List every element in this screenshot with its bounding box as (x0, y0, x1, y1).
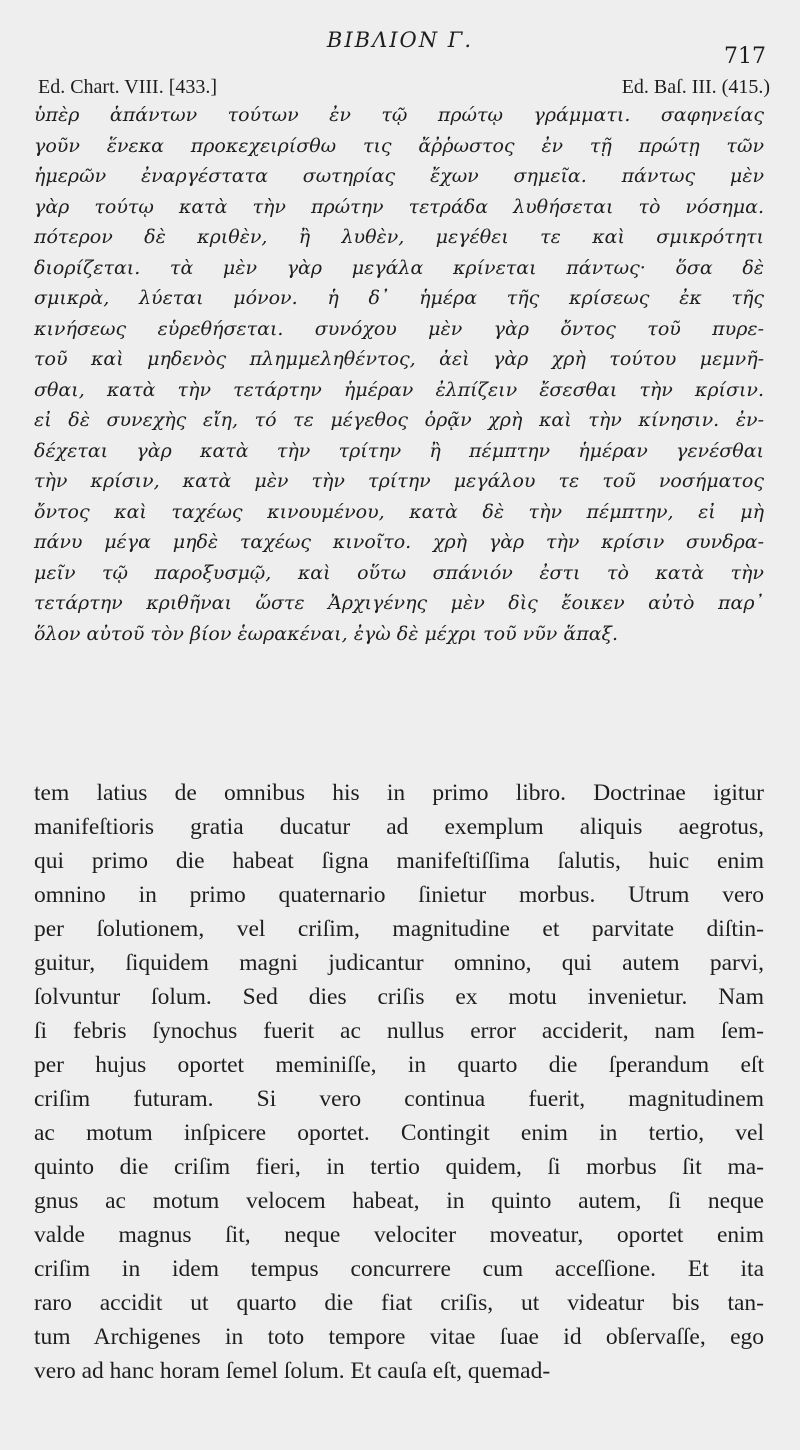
latin-text-line: qui primo die habeat ſigna manifeſtiſſima ſalutis, huic enim (34, 848, 764, 874)
latin-text-line: valde magnus ſit, neque velociter moveatur, oportet enim (34, 1222, 764, 1248)
latin-text-line: per ſolutionem, vel criſim, magnitudine et parvitate diſtin- (34, 916, 764, 942)
greek-text-line: διορίζεται. τὰ μὲν γὰρ μεγάλα κρίνεται πάντως· ὅσα δὲ (34, 256, 764, 279)
latin-text-line: guitur, ſiquidem magni judicantur omnino, qui autem parvi, (34, 950, 764, 976)
edition-line (38, 76, 770, 99)
latin-text-line: quinto die criſim fieri, in tertio quidem, ſi morbus ſit ma- (34, 1154, 764, 1180)
greek-text-line: δέχεται γὰρ κατὰ τὴν τρίτην ἢ πέμπτην ἡμέραν γενέσθαι (34, 439, 764, 462)
latin-text-line: vero ad hanc horam ſemel ſolum. Et cauſa eſt, quemad- (34, 1358, 551, 1384)
latin-text-column (34, 776, 764, 1388)
greek-text-line: σθαι, κατὰ τὴν τετάρτην ἡμέραν ἐλπίζειν ἔσεσθαι τὴν κρίσιν. (34, 378, 764, 401)
latin-text-line: ſolvuntur ſolum. Sed dies criſis ex motu invenietur. Nam (34, 984, 764, 1010)
latin-text-line: manifeſtioris gratia ducatur ad exemplum aliquis aegrotus, (34, 814, 764, 840)
latin-text-line: raro accidit ut quarto die fiat criſis, ut videatur bis tan- (34, 1290, 764, 1316)
greek-text-column (34, 100, 764, 649)
running-title: BIBΛION Γ. (326, 28, 474, 52)
greek-text-line: κινήσεως εὑρεθήσεται. συνόχου μὲν γὰρ ὄντος τοῦ πυρε- (34, 317, 764, 340)
greek-text-line: ὑπὲρ ἁπάντων τούτων ἐν τῷ πρώτῳ γράμματι. σαφηνείας (34, 104, 764, 126)
latin-text-line: gnus ac motum velocem habeat, in quinto autem, ſi neque (34, 1188, 764, 1214)
greek-text-line: μεῖν τῷ παροξυσμῷ, καὶ οὕτω σπάνιόν ἐστι τὸ κατὰ τὴν (34, 561, 764, 584)
latin-text-line: criſim in idem tempus concurrere cum acceſſione. Et ita (34, 1256, 764, 1282)
greek-text-line: ἡμερῶν ἐναργέστατα σωτηρίας ἔχων σημεῖα. πάντως μὲν (34, 165, 764, 187)
greek-text-line: τὴν κρίσιν, κατὰ μὲν τὴν τρίτην μεγάλου τε τοῦ νοσήματος (34, 470, 764, 492)
greek-text-line: γὰρ τούτῳ κατὰ τὴν πρώτην τετράδα λυθήσεται τὸ νόσημα. (34, 195, 764, 218)
latin-text-line: ſi febris ſynochus fuerit ac nullus error acciderit, nam ſem- (34, 1018, 764, 1044)
greek-text-line: ὄντος καὶ ταχέως κινουμένου, κατὰ δὲ τὴν πέμπτην, εἰ μὴ (34, 500, 764, 523)
greek-text-line: πότερον δὲ κριθὲν, ἢ λυθὲν, μεγέθει τε καὶ σμικρότητι (34, 226, 764, 248)
greek-text-line: τοῦ καὶ μηδενὸς πλημμεληθέντος, ἀεὶ γὰρ χρὴ τούτου μεμνῆ- (34, 348, 764, 370)
greek-text-line: εἰ δὲ συνεχὴς εἴη, τό τε μέγεθος ὁρᾷν χρὴ καὶ τὴν κίνησιν. ἐν- (34, 409, 764, 431)
greek-text-line: ὅλον αὐτοῦ τὸν βίον ἑωρακέναι, ἐγὼ δὲ μέχρι τοῦ νῦν ἅπαξ. (34, 622, 619, 645)
edition-chartier: Ed. Chart. VIII. [433.] (38, 76, 218, 98)
greek-text-line: σμικρὰ, λύεται μόνον. ἡ δ᾽ ἡμέρα τῆς κρίσεως ἐκ τῆς (34, 287, 764, 309)
latin-text-line: tum Archigenes in toto tempore vitae ſuae id obſervaſſe, ego (34, 1324, 764, 1350)
latin-text-line: per hujus oportet meminiſſe, in quarto die ſperandum eſt (34, 1052, 764, 1078)
latin-text-line: ac motum inſpicere oportet. Contingit enim in tertio, vel (34, 1120, 764, 1146)
latin-text-line: omnino in primo quaternario ſinietur morbus. Utrum vero (34, 882, 764, 908)
latin-text-line: criſim futuram. Si vero continua fuerit, magnitudinem (34, 1086, 764, 1112)
greek-text-line: γοῦν ἕνεκα προκεχειρίσθω τις ἄῤῥωστος ἐν τῇ πρώτῃ τῶν (34, 134, 764, 157)
greek-text-line: τετάρτην κριθῆναι ὥστε Ἀρχιγένης μὲν δὶς ἔοικεν αὐτὸ παρ᾽ (34, 592, 764, 614)
edition-basel: Ed. Baſ. III. (415.) (621, 76, 770, 98)
latin-text-line: tem latius de omnibus his in primo libro. Doctrinae igitur (34, 780, 764, 806)
greek-text-line: πάνυ μέγα μηδὲ ταχέως κινοῖτο. χρὴ γὰρ τὴν κρίσιν συνδρα- (34, 531, 764, 553)
page-number: 717 (724, 44, 766, 69)
